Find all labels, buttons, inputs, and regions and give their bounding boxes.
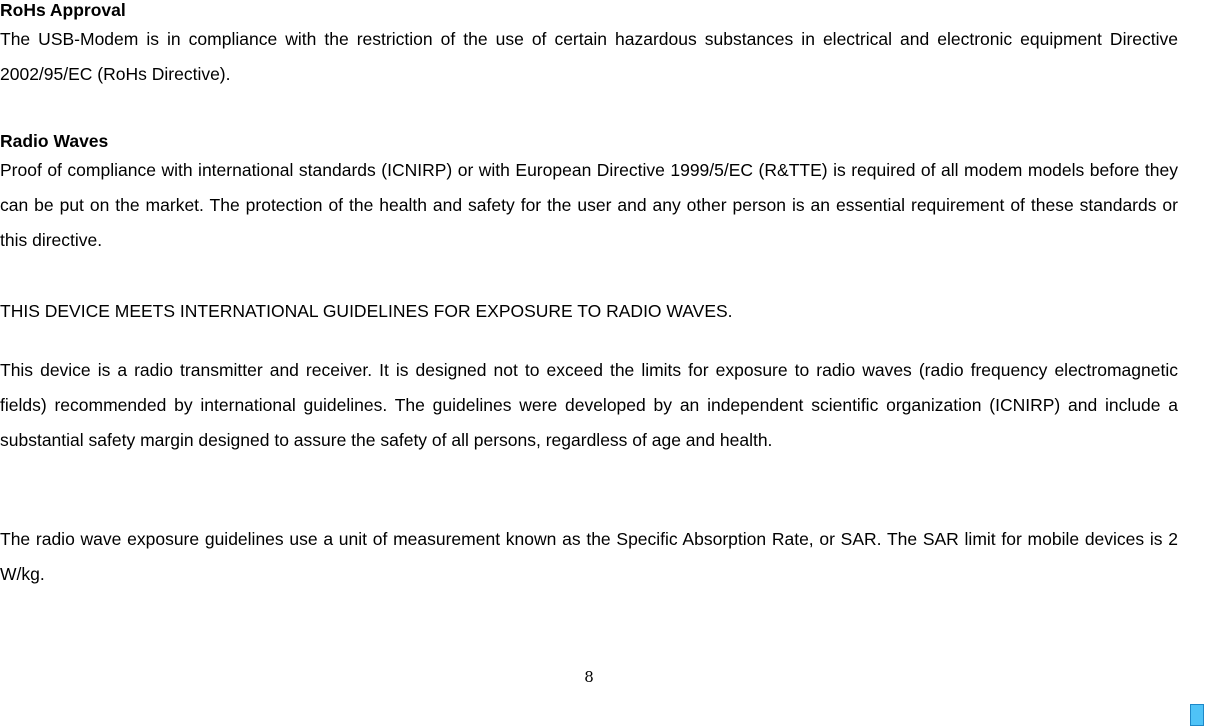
sar-paragraph: The radio wave exposure guidelines use a unit of measurement known as the Specific Absorption Rate, or SAR. The SAR limit for mobile devices is 2 W/kg.	[0, 529, 1178, 584]
device-meets-statement: THIS DEVICE MEETS INTERNATIONAL GUIDELINES FOR EXPOSURE TO RADIO WAVES.	[0, 301, 733, 321]
radio-waves-paragraph: Proof of compliance with international standards (ICNIRP) or with European Directive 1999/5/EC (R&TTE) is required of all modem models before they can be put on the market. The protection of the health and safety for the user and any other person is an essential requirement of these standards or this directive.	[0, 160, 1178, 250]
transmitter-paragraph: This device is a radio transmitter and receiver. It is designed not to exceed the limits for exposure to radio waves (radio frequency electromagnetic fields) recommended by international guidelines. The guidelines were developed by an independent scientific organization (ICNIRP) and include a substantial safety margin designed to assure the safety of all persons, regardless of age and health.	[0, 360, 1178, 450]
corner-handle-icon[interactable]	[1190, 704, 1204, 726]
radio-waves-section	[0, 131, 1178, 258]
page-number: 8	[584, 668, 594, 686]
radio-waves-heading: Radio Waves	[0, 131, 109, 151]
rohs-section	[0, 0, 1178, 92]
rohs-paragraph: The USB-Modem is in compliance with the restriction of the use of certain hazardous substances in electrical and electronic equipment Directive 2002/95/EC (RoHs Directive).	[0, 29, 1178, 84]
rohs-heading: RoHs Approval	[0, 0, 126, 20]
